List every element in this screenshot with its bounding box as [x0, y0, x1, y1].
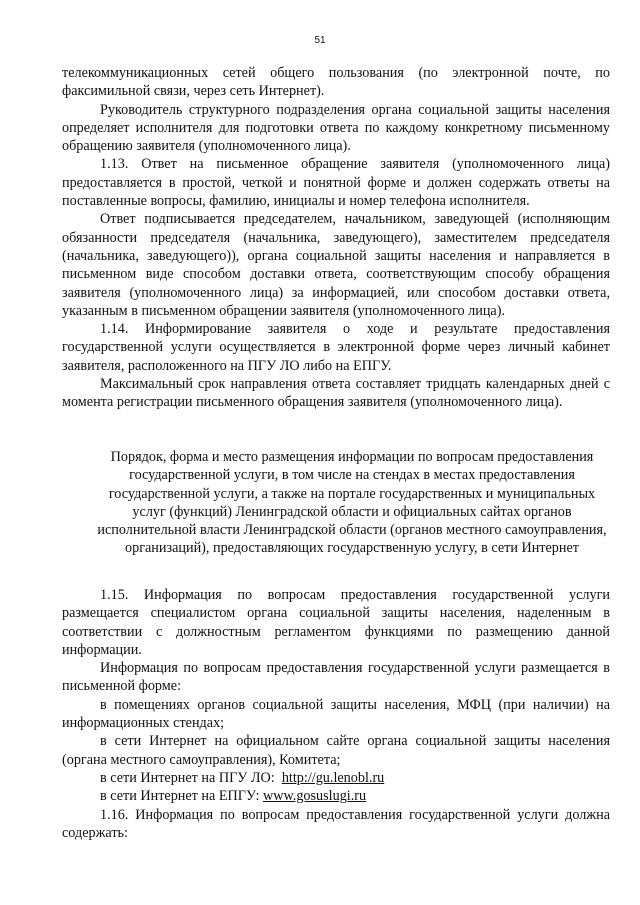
paragraph-signing: Ответ подписывается председателем, начальником, заведующей (исполняющим обязанности председателя (начальника, заведующего), заместителем председателя (начальника, заведующего)), органа социальной защиты населения и направляется в письменном виде способом доставки ответа, соответствующим способу обращения заявителя (уполномоченного лица) за информацией, или способом доставки ответа, указанным в письменном обращении заявителя (уполномоченного лица). — [62, 211, 610, 319]
paragraph-continuation: телекоммуникационных сетей общего пользования (по электронной почте, по факсимильной связи, через сеть Интернет). — [62, 65, 610, 100]
epgu-link[interactable]: www.gosuslugi.ru — [262, 788, 367, 805]
list-item-pgu — [62, 769, 610, 787]
section-heading-block — [92, 448, 612, 558]
list-item-epgu — [62, 787, 610, 805]
pgu-prefix: в сети Интернет на ПГУ ЛО: — [100, 769, 275, 786]
paragraph-executor: Руководитель структурного подразделения органа социальной защиты населения определяет исполнителя для подготовки ответа по каждому конкретному письменному обращению заявителя (уполномоченного лица). — [62, 101, 610, 155]
paragraph-1-16: 1.16. Информация по вопросам предоставления государственной услуги должна содержать: — [62, 806, 610, 841]
list-item-official-site: в сети Интернет на официальном сайте органа социальной защиты населения (органа местного самоуправления), Комитета; — [62, 733, 610, 768]
paragraph-1-13: 1.13. Ответ на письменное обращение заявителя (уполномоченного лица) предоставляется в простой, четкой и понятной форме и должен содержать ответы на поставленные вопросы, фамилию, инициалы и номер телефона исполнителя. — [62, 156, 610, 210]
epgu-prefix: в сети Интернет на ЕПГУ: — [100, 788, 260, 805]
top-text-block — [62, 64, 610, 412]
section-heading: Порядок, форма и место размещения информации по вопросам предоставления государственной услуги, в том числе на стендах в местах предоставления государственной услуги, а также на портале государственных и муниципальных услуг (функций) Ленинградской области и официальных сайтах органов исполнительной власти Ленинградской области (органов местного самоуправления, организаций), предоставляющих государственную услугу, в сети Интернет — [97, 449, 607, 557]
list-item-stands: в помещениях органов социальной защиты населения, МФЦ (при наличии) на информационных стендах; — [62, 696, 610, 732]
bottom-text-block — [62, 586, 610, 842]
paragraph-1-15: 1.15. Информация по вопросам предоставления государственной услуги размещается специалистом органа социальной защиты населения, наделенным в соответствии с должностным регламентом функциями по размещению данной информации. — [62, 587, 610, 658]
paragraph-max-term: Максимальный срок направления ответа составляет тридцать календарных дней с момента регистрации письменного обращения заявителя (уполномоченного лица). — [62, 376, 610, 411]
paragraph-1-14: 1.14. Информирование заявителя о ходе и результате предоставления государственной услуги осуществляется в электронной форме через личный кабинет заявителя, расположенного на ПГУ ЛО либо на ЕПГУ. — [62, 321, 610, 374]
pgu-link[interactable]: http://gu.lenobl.ru — [281, 769, 385, 786]
paragraph-written-form: Информация по вопросам предоставления государственной услуги размещается в письменной форме: — [62, 660, 610, 695]
page-number: 51 — [314, 35, 326, 46]
